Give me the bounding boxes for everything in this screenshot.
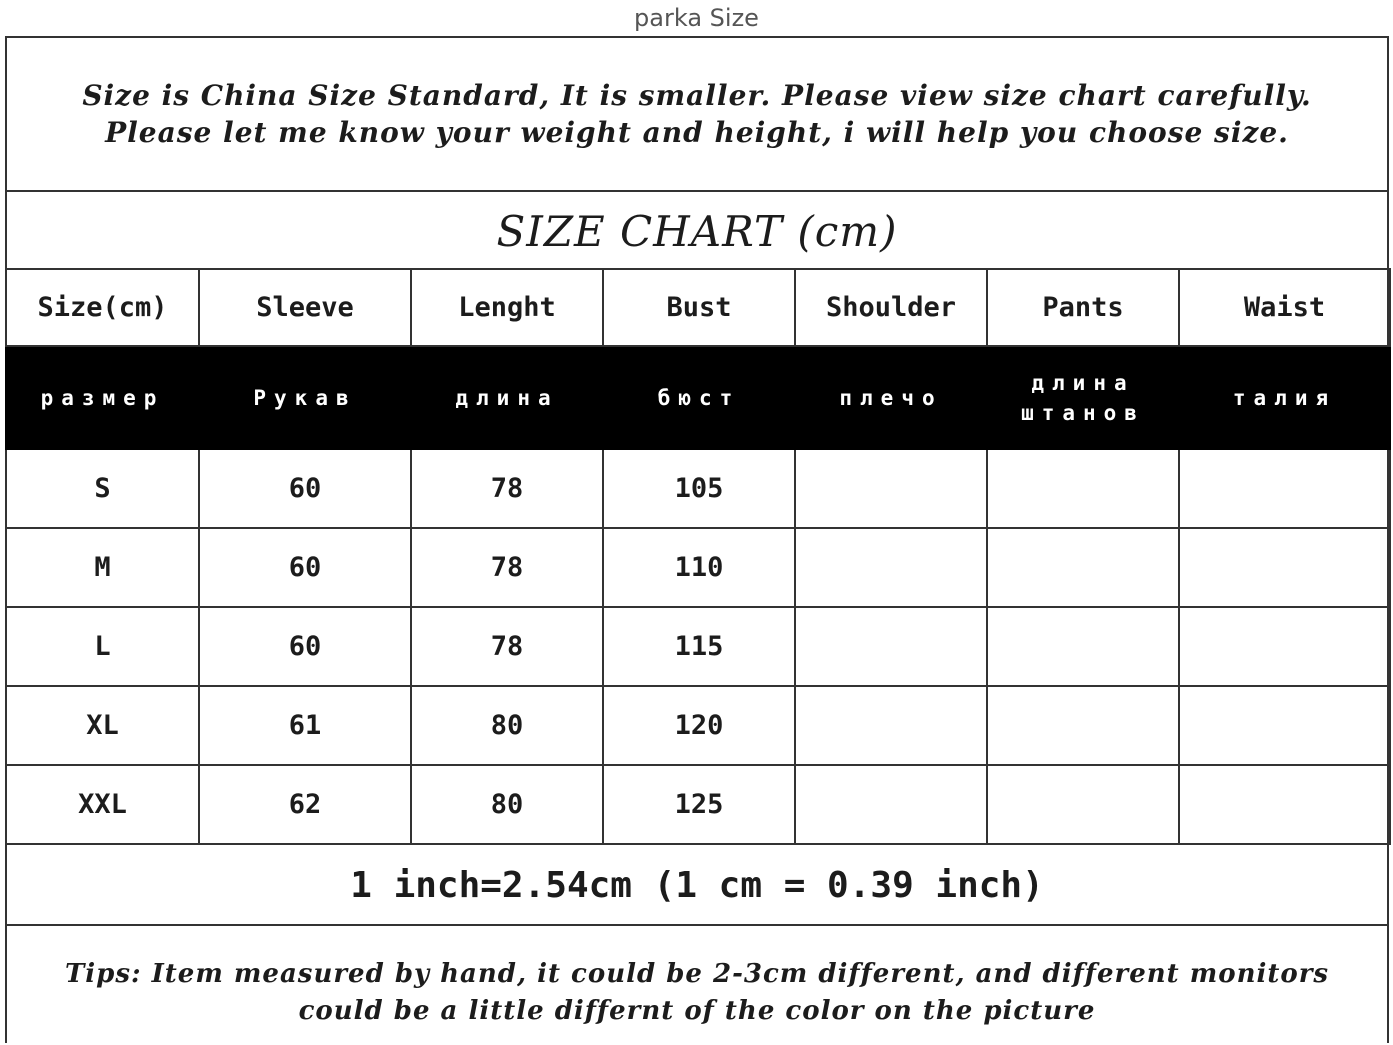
header-pants: Pants xyxy=(987,269,1179,346)
cell-bust: 120 xyxy=(603,686,795,765)
cell-sleeve: 60 xyxy=(199,607,411,686)
cell-waist xyxy=(1179,686,1390,765)
cell-length: 80 xyxy=(411,765,603,844)
cell-pants xyxy=(987,765,1179,844)
table-row xyxy=(6,765,1390,844)
header-bust: Bust xyxy=(603,269,795,346)
cell-pants xyxy=(987,607,1179,686)
cell-shoulder xyxy=(795,607,987,686)
table-header-row-russian xyxy=(6,346,1390,449)
cell-shoulder xyxy=(795,528,987,607)
cell-bust: 110 xyxy=(603,528,795,607)
cell-sleeve: 60 xyxy=(199,449,411,528)
cell-pants xyxy=(987,528,1179,607)
cell-sleeve: 61 xyxy=(199,686,411,765)
cell-shoulder xyxy=(795,686,987,765)
size-table xyxy=(5,268,1391,845)
cell-length: 78 xyxy=(411,528,603,607)
table-row xyxy=(6,528,1390,607)
cell-size: XL xyxy=(6,686,199,765)
cell-size: M xyxy=(6,528,199,607)
size-chart-sheet xyxy=(5,36,1389,1043)
header-ru-shoulder: плечо xyxy=(795,346,987,449)
notice-line-1: Size is China Size Standard, It is smaller. Please view size chart carefully. xyxy=(82,79,1312,112)
cell-length: 78 xyxy=(411,607,603,686)
cell-waist xyxy=(1179,449,1390,528)
cell-pants xyxy=(987,449,1179,528)
tips-line-1: Tips: Item measured by hand, it could be 2-3cm different, and different monitors xyxy=(64,959,1330,989)
cell-bust: 125 xyxy=(603,765,795,844)
header-sleeve: Sleeve xyxy=(199,269,411,346)
header-shoulder: Shoulder xyxy=(795,269,987,346)
header-ru-pants: длина штанов xyxy=(987,346,1179,449)
cell-pants xyxy=(987,686,1179,765)
cell-shoulder xyxy=(795,449,987,528)
notice-line-2: Please let me know your weight and height, i will help you choose size. xyxy=(105,116,1289,149)
measurement-tips xyxy=(7,928,1387,1045)
header-ru-size: размер xyxy=(6,346,199,449)
cell-shoulder xyxy=(795,765,987,844)
cell-size: L xyxy=(6,607,199,686)
header-ru-length: длина xyxy=(411,346,603,449)
cell-waist xyxy=(1179,528,1390,607)
cell-bust: 105 xyxy=(603,449,795,528)
size-notice xyxy=(7,38,1387,192)
cell-sleeve: 62 xyxy=(199,765,411,844)
page-caption: parka Size xyxy=(634,4,759,32)
table-row xyxy=(6,449,1390,528)
unit-conversion: 1 inch=2.54cm (1 cm = 0.39 inch) xyxy=(7,842,1387,926)
chart-title: SIZE CHART (cm) xyxy=(7,192,1387,270)
header-size: Size(cm) xyxy=(6,269,199,346)
header-ru-sleeve: Рукав xyxy=(199,346,411,449)
cell-length: 78 xyxy=(411,449,603,528)
table-row xyxy=(6,686,1390,765)
cell-bust: 115 xyxy=(603,607,795,686)
cell-waist xyxy=(1179,765,1390,844)
header-ru-waist: талия xyxy=(1179,346,1390,449)
cell-length: 80 xyxy=(411,686,603,765)
cell-size: S xyxy=(6,449,199,528)
header-ru-bust: бюст xyxy=(603,346,795,449)
header-waist: Waist xyxy=(1179,269,1390,346)
table-row xyxy=(6,607,1390,686)
header-length: Lenght xyxy=(411,269,603,346)
cell-sleeve: 60 xyxy=(199,528,411,607)
cell-size: XXL xyxy=(6,765,199,844)
table-header-row xyxy=(6,269,1390,346)
cell-waist xyxy=(1179,607,1390,686)
tips-line-2: could be a little differnt of the color on the picture xyxy=(298,996,1096,1026)
